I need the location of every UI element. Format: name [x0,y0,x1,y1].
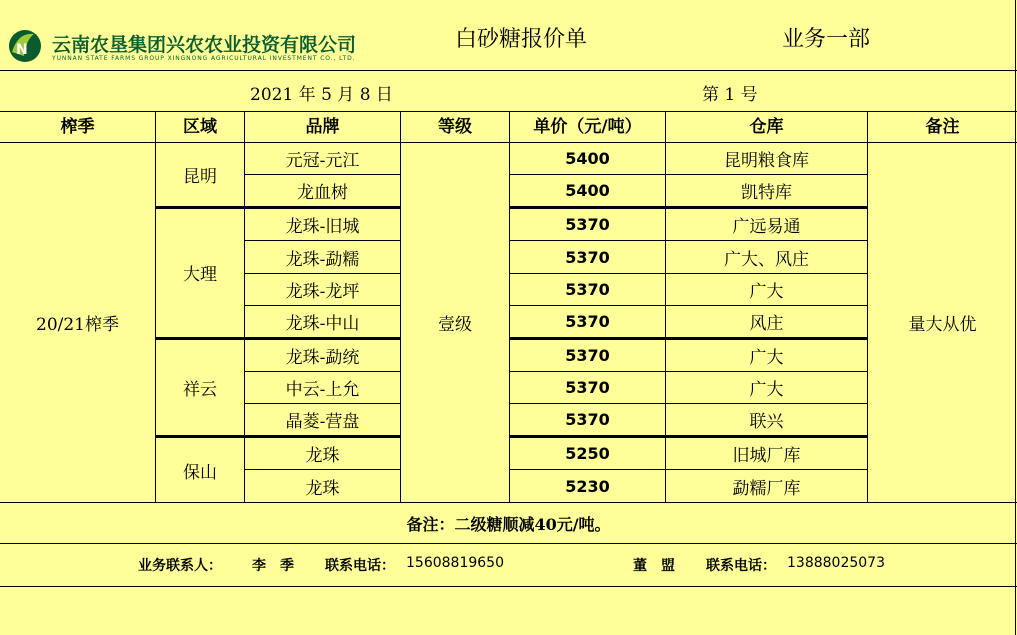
note-cell: 量大从优 [908,315,977,335]
price-cell: 5250 [565,444,610,463]
price-cell: 5370 [565,410,610,429]
warehouse-cell: 凯特库 [741,183,792,203]
price-cell: 5370 [565,215,610,234]
column-header-warehouse: 仓库 [749,117,784,137]
quote-date: 2021 年 5 月 8 日 [250,85,393,105]
warehouse-cell: 广远易通 [732,217,801,237]
region-cell: 祥云 [183,380,217,400]
contact-name: 董 盟 [633,558,675,574]
department-label: 业务一部 [782,27,871,52]
divider [0,586,1017,587]
brand-cell: 龙血树 [297,183,348,203]
price-cell: 5370 [565,312,610,331]
region-cell: 昆明 [183,167,217,187]
warehouse-cell: 广大 [749,380,784,400]
warehouse-cell: 昆明粮食库 [724,151,809,171]
brand-cell: 龙珠-龙坪 [285,282,360,302]
company-name-cn: 云南农垦集团兴农农业投资有限公司 [52,34,357,56]
contact-phone: 13888025073 [787,555,885,571]
warehouse-cell: 勐糯厂库 [732,479,801,499]
warehouse-cell: 旧城厂库 [732,446,801,466]
brand-cell: 龙珠 [305,446,340,466]
brand-cell: 龙珠-中山 [285,314,360,334]
warehouse-cell: 广大、风庄 [724,249,809,270]
brand-cell: 龙珠 [305,479,340,499]
contact-label: 业务联系人： [138,558,222,574]
column-header-season: 榨季 [60,117,95,137]
contact-phone: 15608819650 [406,555,504,571]
price-cell: 5400 [565,149,610,168]
divider [0,543,1017,544]
column-header-unit-price: 单价（元/吨） [533,117,642,137]
divider [0,70,1017,71]
price-cell: 5370 [565,280,610,299]
brand-cell: 晶菱-营盘 [285,412,360,432]
quote-serial-number: 第 1 号 [702,85,758,105]
price-cell: 5370 [565,378,610,397]
price-cell: 5230 [565,477,610,496]
brand-cell: 龙珠-旧城 [285,217,360,237]
warehouse-cell: 风庄 [749,314,784,334]
price-cell: 5370 [565,247,610,267]
brand-cell: 中云-上允 [285,380,360,400]
contact-phone-label: 联系电话： [706,558,776,574]
column-header-brand: 品牌 [305,117,340,137]
column-header-note: 备注 [925,117,960,137]
column-header-region: 区域 [183,117,217,137]
page-border [1015,0,1016,635]
brand-cell: 元冠-元江 [285,151,360,171]
footer-remark: 备注：二级糖顺减40元/吨。 [406,514,611,534]
document-title: 白砂糖报价单 [455,27,588,52]
brand-cell: 龙珠-勐统 [285,348,360,368]
contact-name: 李 季 [252,558,294,574]
season-cell: 20/21榨季 [36,315,119,335]
column-header-grade: 等级 [438,117,472,137]
region-cell: 大理 [183,265,217,285]
warehouse-cell: 广大 [749,282,784,302]
region-cell: 保山 [183,462,217,483]
svg-text:N: N [16,42,28,58]
price-cell: 5370 [565,346,610,365]
warehouse-cell: 广大 [749,348,784,368]
company-name-en: YUNNAN STATE FARMS GROUP XINGNONG AGRICULTURAL INVESTMENT CO., LTD. [52,55,356,62]
contact-phone-label: 联系电话： [325,558,395,574]
brand-cell: 龙珠-勐糯 [285,249,360,270]
price-cell: 5400 [565,181,610,200]
company-logo [4,26,46,64]
grade-cell: 壹级 [438,315,472,335]
warehouse-cell: 联兴 [749,412,784,432]
